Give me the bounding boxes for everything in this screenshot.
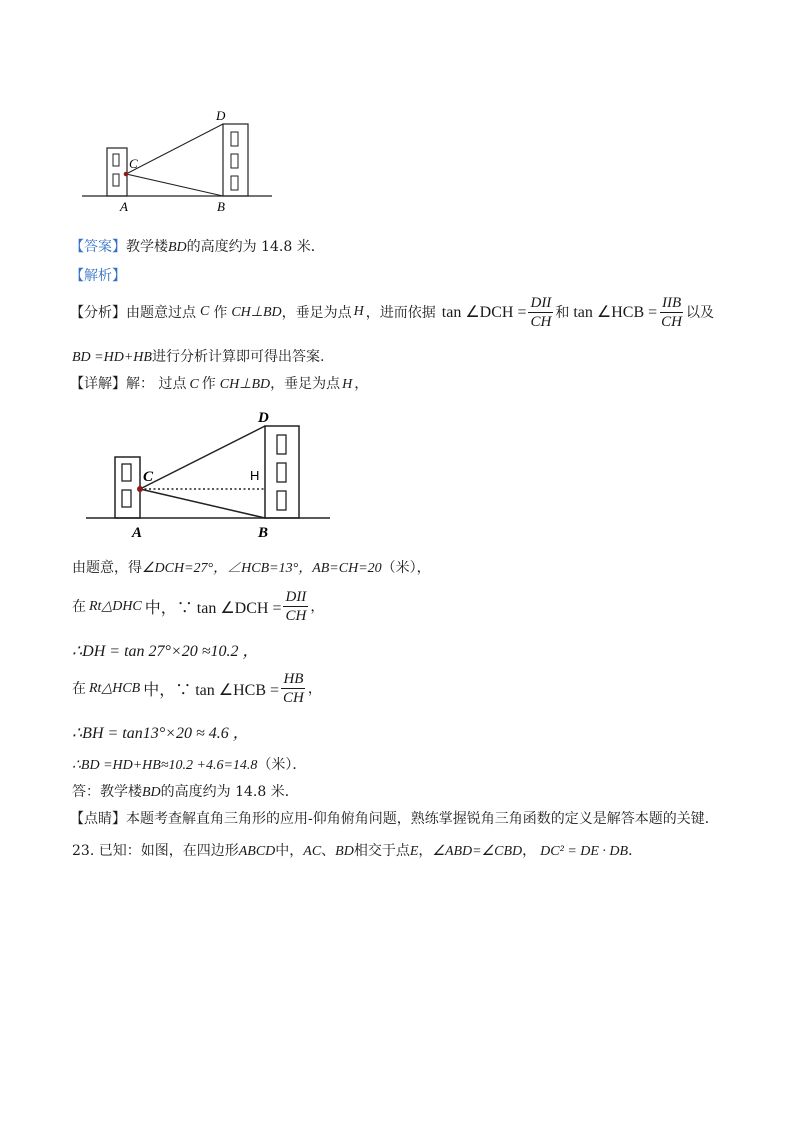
label-a: A bbox=[132, 525, 143, 541]
building-a bbox=[107, 148, 127, 196]
analysis-line-2: BD =HD+HB进行分析计算即可得出答案. bbox=[72, 349, 325, 365]
point-c bbox=[124, 172, 129, 177]
step-3: ∴DH = tan 27°×20 ≈10.2 ， bbox=[72, 643, 259, 660]
label-b: B bbox=[217, 199, 225, 214]
label-b: B bbox=[258, 525, 269, 541]
comment-line: 【点睛】本题考查解直角三角形的应用-仰角俯角问题，熟练掌握锐角三角函数的定义是解答本题的关键． bbox=[70, 811, 719, 827]
point-c bbox=[137, 486, 143, 492]
label-d: D bbox=[216, 108, 226, 123]
building-a bbox=[115, 457, 140, 518]
label-c: C bbox=[143, 469, 154, 485]
answer-tag: 【答案】 bbox=[70, 239, 126, 255]
step-6: ∴BD =HD+HB≈10.2 +4.6=14.8（米）． bbox=[72, 757, 307, 773]
building-bd bbox=[265, 426, 299, 518]
fraction-dh-ch: $\frac{\text{DII}}{CH}$ bbox=[285, 588, 307, 624]
label-d: D bbox=[258, 410, 269, 426]
step-5: ∴BH = tan13°×20 ≈ 4.6 ， bbox=[72, 725, 249, 742]
question-23: 23. 已知：如图，在四边形ABCD中，AC、BD相交于点E，∠ABD=∠CBD， DC² = DE · DB． bbox=[72, 843, 643, 859]
answer-line: 【答案】教学楼BD的高度约为 14.8 米． bbox=[70, 239, 325, 255]
fraction-hb-ch: $\frac{HB}{CH}$ bbox=[283, 670, 304, 706]
detail-line: 【详解】解： 过点 C 作 CH⊥BD，垂足为点 H ， bbox=[70, 376, 369, 392]
analysis-tag: 【解析】 bbox=[70, 268, 126, 284]
label-c: C bbox=[129, 156, 138, 171]
step-4: 在 Rt△HCB 中，∵ tan ∠HCB = $\frac{HB}{CH}$ ， bbox=[72, 670, 322, 706]
building-bd bbox=[223, 124, 248, 196]
step-1: 由题意，得∠DCH=27°，∠HCB=13°，AB=CH=20（米）， bbox=[72, 560, 431, 576]
figure-1-buildings bbox=[80, 108, 280, 220]
step-2: 在 Rt△DHC 中，∵ tan ∠DCH = $\frac{\text{DII}}{CH}$ ， bbox=[72, 588, 325, 624]
fraction-hb-ch: $\frac{\text{IIB}}{CH}$ bbox=[661, 294, 682, 330]
analysis-line-1: 【分析】 由题意过点 C 作 CH⊥BD ，垂足为点 H ，进而依据 tan ∠DCH = $\frac{\text{DII}}{CH}$ 和 tan ∠HCB = $\frac{\text{IIB}}{CH}$ 以及 bbox=[70, 294, 714, 330]
figure-2-buildings bbox=[84, 405, 336, 543]
fraction-dh-ch: $\frac{\text{DII}}{CH}$ bbox=[530, 294, 552, 330]
label-a: A bbox=[120, 199, 128, 214]
step-7-answer: 答：教学楼BD的高度约为 14.8 米． bbox=[72, 784, 299, 800]
label-h: H bbox=[250, 468, 260, 483]
